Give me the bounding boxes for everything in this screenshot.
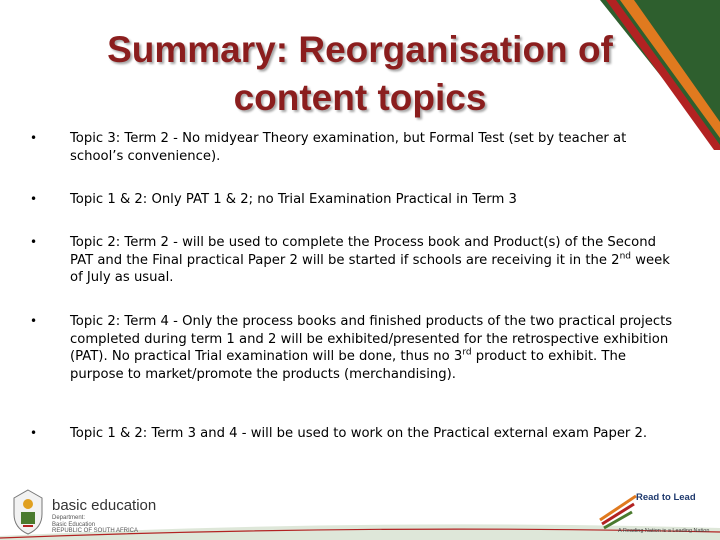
title-line-1: Summary: Reorganisation of	[107, 29, 613, 70]
coat-of-arms-icon	[10, 488, 46, 536]
bullet-body-end: week of July as usual.	[70, 252, 670, 285]
bullet-glyph: •	[30, 192, 38, 206]
bullet-body: Term 2 - No midyear Theory examination, but Formal Test (set by teacher at school’s convenience).	[70, 131, 627, 164]
bullet-item	[30, 313, 690, 383]
bullet-text	[70, 234, 680, 287]
title-line-2: content topics	[233, 77, 487, 118]
bullet-body: Only PAT 1 & 2; no Trial Examination Practical in Term 3	[147, 192, 517, 207]
bullet-glyph: •	[30, 131, 38, 145]
dbe-sub-line-2: Basic Education	[52, 521, 96, 528]
bullet-text	[70, 425, 680, 443]
bullet-body: Term 3 and 4 - will be used to work on the Practical external exam Paper 2.	[147, 426, 648, 441]
bullet-lead: Topic 2:	[70, 235, 121, 250]
bullet-lead: Topic 3:	[70, 131, 121, 146]
bullet-item	[30, 191, 690, 209]
bullet-text	[70, 313, 680, 383]
bullet-glyph: •	[30, 426, 38, 440]
dbe-logo-name: basic education	[52, 497, 157, 514]
bullet-item	[30, 234, 690, 287]
bullet-body: Term 4 - Only the process books and finished products of the two practical projects completed during term 1 and 2 will be exhibited/presented for the retrospective exhibition (PAT). No practical Trial examination will be done, thus no 3	[70, 314, 673, 364]
dbe-logo-subtitle	[52, 515, 162, 535]
slide-title	[40, 26, 680, 122]
bullet-text	[70, 191, 680, 209]
bullet-lead: Topic 1 & 2:	[70, 426, 148, 441]
bullet-superscript: rd	[462, 347, 472, 358]
bullet-item	[30, 425, 690, 443]
bullet-glyph: •	[30, 314, 38, 328]
bullet-text	[70, 130, 680, 165]
read-to-lead-name: Read to Lead	[636, 492, 696, 503]
read-to-lead-tagline: A Reading Nation is a Leading Nation	[618, 528, 710, 534]
dbe-sub-line-1: Department:	[52, 515, 86, 521]
bullet-body-end: product to exhibit. The purpose to market/promote the products (merchandising).	[70, 349, 626, 382]
bullet-lead: Topic 2:	[70, 314, 121, 329]
dbe-sub-line-3: REPUBLIC OF SOUTH AFRICA	[52, 528, 139, 534]
bullet-superscript: nd	[619, 251, 631, 262]
bullet-item	[30, 130, 690, 165]
bullet-lead: Topic 1 & 2:	[70, 192, 148, 207]
bullet-glyph: •	[30, 235, 38, 249]
bullet-body: Term 2 - will be used to complete the Process book and Product(s) of the Second PAT and the Final practical Paper 2 will be started if schools are receiving it in the 2	[70, 235, 656, 268]
book-icon	[598, 490, 638, 530]
